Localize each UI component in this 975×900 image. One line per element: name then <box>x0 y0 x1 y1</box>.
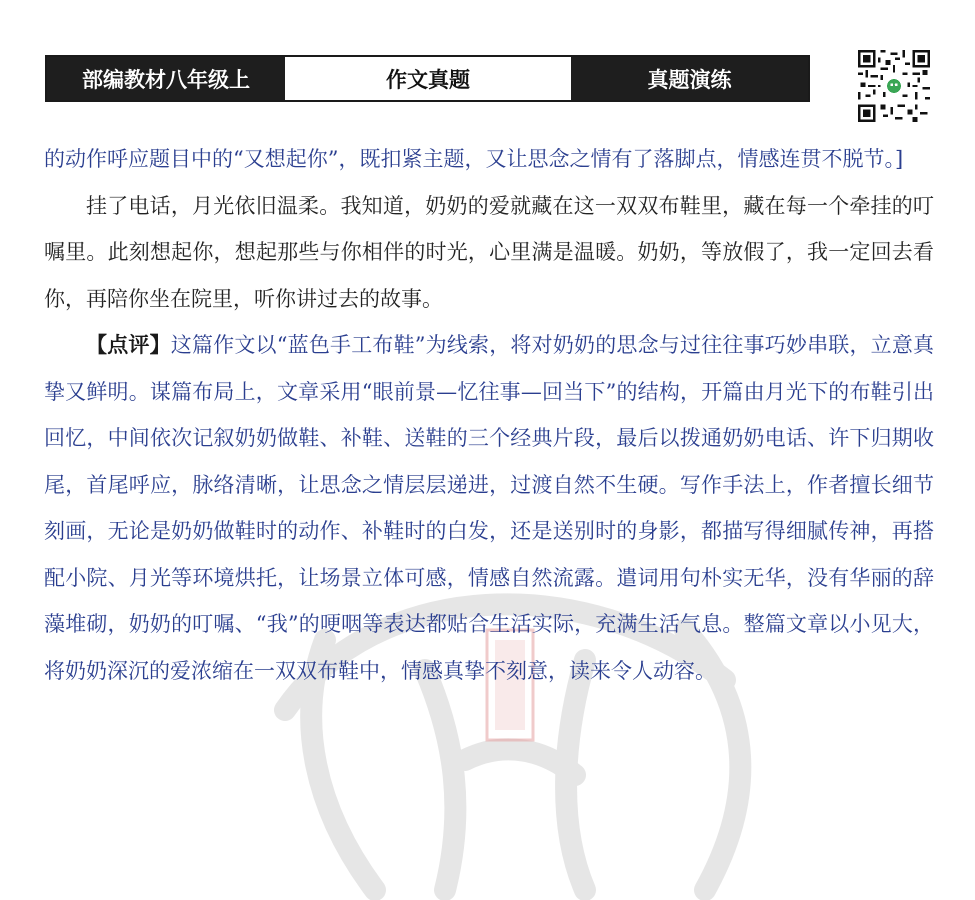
review-paragraph <box>44 322 934 694</box>
header-bar <box>45 55 810 102</box>
section-title: 作文真题 <box>285 57 571 100</box>
grade-label: 部编教材八年级上 <box>47 57 285 100</box>
continued-comment: 的动作呼应题目中的“又想起你”，既扣紧主题，又让思念之情有了落脚点，情感连贯不脱节。] <box>44 147 904 171</box>
article-content <box>44 136 934 694</box>
body-paragraph: 挂了电话，月光依旧温柔。我知道，奶奶的爱就藏在这一双双布鞋里，藏在每一个牵挂的叮嘱里。此刻想起你，想起那些与你相伴的时光，心里满是温暖。奶奶，等放假了，我一定回去看你，再陪你坐在院里，听你讲过去的故事。 <box>44 193 934 311</box>
review-text: 这篇作文以“蓝色手工布鞋”为线索，将对奶奶的思念与过往往事巧妙串联，立意真挚又鲜明。谋篇布局上，文章采用“眼前景—忆往事—回当下”的结构，开篇由月光下的布鞋引出回忆，中间依次记叙奶奶做鞋、补鞋、送鞋的三个经典片段，最后以拨通奶奶电话、许下归期收尾，首尾呼应，脉络清晰，让思念之情层层递进，过渡自然不生硬。写作手法上，作者擅长细节刻画，无论是奶奶做鞋时的动作、补鞋时的白发，还是送别时的身影，都描写得细腻传神，再搭配小院、月光等环境烘托，让场景立体可感，情感自然流露。遣词用句朴实无华，没有华丽的辞藻堆砌，奶奶的叮嘱、“我”的哽咽等表达都贴合生活实际，充满生活气息。整篇文章以小见大，将奶奶深沉的爱浓缩在一双双布鞋中，情感真挚不刻意，读来令人动容。 <box>44 333 935 683</box>
qr-code-icon[interactable] <box>858 50 930 122</box>
review-label: 【点评】 <box>86 332 171 357</box>
practice-label: 真题演练 <box>571 57 808 100</box>
